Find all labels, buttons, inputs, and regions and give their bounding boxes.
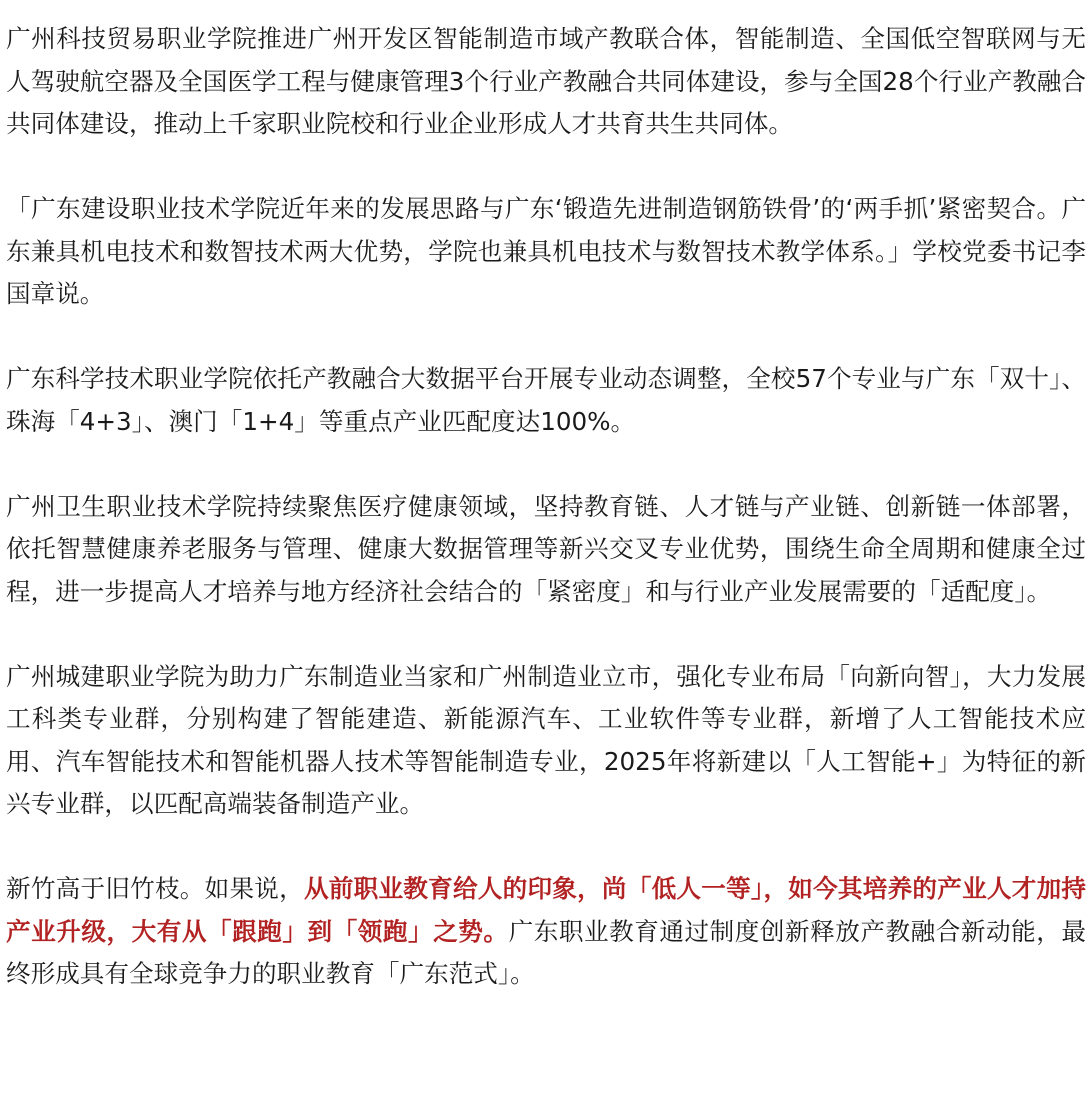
paragraph-guangdong-jianshe-quote: 「广东建设职业技术学院近年来的发展思路与广东‘锻造先进制造钢筋铁骨’的‘两手抓’紧密契合。广东兼具机电技术和数智技术两大优势，学院也兼具机电技术与数智技术教学体系。」学校党委书记李国章说。 (6, 194, 1086, 308)
conclusion-highlight-text: 从前职业教育给人的印象，尚「低人一等」，如今其培养的产业人才加持产业升级，大有从「跟跑」到「领跑」之势。 (6, 874, 1086, 946)
paragraph-guangdong-kexue-jishu: 广东科学技术职业学院依托产教融合大数据平台开展专业动态调整，全校57个专业与广东「双十」、珠海「4+3」、澳门「1+4」等重点产业匹配度达100%。 (6, 364, 1086, 436)
article-body (6, 18, 1086, 996)
paragraph-guangzhou-weisheng: 广州卫生职业技术学院持续聚焦医疗健康领域，坚持教育链、人才链与产业链、创新链一体部署，依托智慧健康养老服务与管理、健康大数据管理等新兴交叉专业优势，围绕生命全周期和健康全过程，进一步提高人才培养与地方经济社会结合的「紧密度」和与行业产业发展需要的「适配度」。 (6, 491, 1086, 606)
conclusion-outro-text: 广东职业教育通过制度创新释放产教融合新动能，最终形成具有全球竞争力的职业教育「广东范式」。 (6, 916, 1086, 988)
paragraph-conclusion (6, 868, 1086, 996)
paragraph-guangzhou-chengjian: 广州城建职业学院为助力广东制造业当家和广州制造业立市，强化专业布局「向新向智」，大力发展工科类专业群，分别构建了智能建造、新能源汽车、工业软件等专业群，新增了人工智能技术应用、汽车智能技术和智能机器人技术等智能制造专业，2025年将新建以「人工智能+」为特征的新兴专业群，以匹配高端装备制造产业。 (6, 661, 1086, 818)
conclusion-intro-text: 新竹高于旧竹枝。如果说， (6, 874, 304, 903)
paragraph-guangzhou-keji-maoyi: 广州科技贸易职业学院推进广州开发区智能制造市域产教联合体，智能制造、全国低空智联网与无人驾驶航空器及全国医学工程与健康管理3个行业产教融合共同体建设，参与全国28个行业产教融合共同体建设，推动上千家职业院校和行业企业形成人才共育共生共同体。 (6, 24, 1086, 138)
